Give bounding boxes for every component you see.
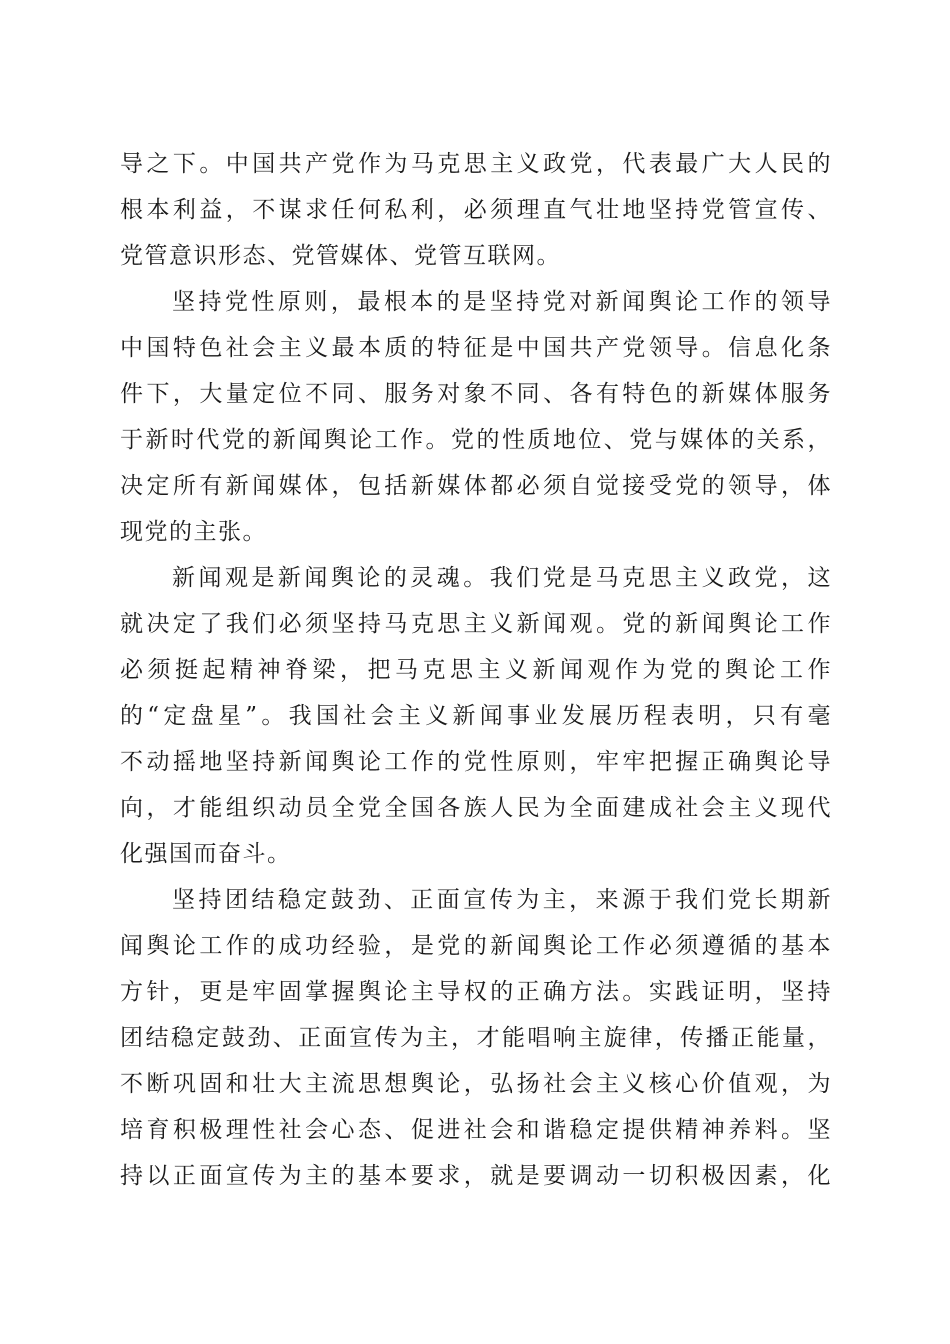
text-line: 化强国而奋斗。 <box>120 841 292 867</box>
paragraph-first-line: 坚持党性原则，最根本的是坚持党对新闻舆论工作的领导 <box>172 289 832 315</box>
text-line: 团结稳定鼓劲、正面宣传为主，才能唱响主旋律，传播正能量， <box>120 1025 832 1051</box>
text-line: 培育积极理性社会心态、促进社会和谐稳定提供精神养料。坚 <box>120 1117 832 1143</box>
text-line: 件下，大量定位不同、服务对象不同、各有特色的新媒体服务 <box>120 381 832 407</box>
paragraph-first-line: 新闻观是新闻舆论的灵魂。我们党是马克思主义政党，这 <box>172 565 832 591</box>
text-line: 必须挺起精神脊梁，把马克思主义新闻观作为党的舆论工作 <box>120 657 832 683</box>
document-body <box>120 141 832 1199</box>
text-line: 导之下。中国共产党作为马克思主义政党，代表最广大人民的 <box>120 151 832 177</box>
text-line: 中国特色社会主义最本质的特征是中国共产党领导。信息化条 <box>120 335 832 361</box>
text-line: 的“定盘星”。我国社会主义新闻事业发展历程表明，只有毫 <box>120 703 832 729</box>
text-line: 党管意识形态、党管媒体、党管互联网。 <box>120 243 561 269</box>
text-line: 现党的主张。 <box>120 519 267 545</box>
paragraph-first-line: 坚持团结稳定鼓劲、正面宣传为主，来源于我们党长期新 <box>172 887 832 913</box>
text-line: 不断巩固和壮大主流思想舆论，弘扬社会主义核心价值观，为 <box>120 1071 832 1097</box>
text-line: 向，才能组织动员全党全国各族人民为全面建成社会主义现代 <box>120 795 832 821</box>
text-line: 闻舆论工作的成功经验，是党的新闻舆论工作必须遵循的基本 <box>120 933 832 959</box>
text-line: 不动摇地坚持新闻舆论工作的党性原则，牢牢把握正确舆论导 <box>120 749 832 775</box>
text-line: 就决定了我们必须坚持马克思主义新闻观。党的新闻舆论工作 <box>120 611 832 637</box>
text-line: 于新时代党的新闻舆论工作。党的性质地位、党与媒体的关系， <box>120 427 832 453</box>
text-line: 决定所有新闻媒体，包括新媒体都必须自觉接受党的领导，体 <box>120 473 832 499</box>
text-line: 持以正面宣传为主的基本要求，就是要调动一切积极因素，化 <box>120 1163 832 1189</box>
text-line: 方针，更是牢固掌握舆论主导权的正确方法。实践证明，坚持 <box>120 979 832 1005</box>
text-line: 根本利益，不谋求任何私利，必须理直气壮地坚持党管宣传、 <box>120 197 832 223</box>
